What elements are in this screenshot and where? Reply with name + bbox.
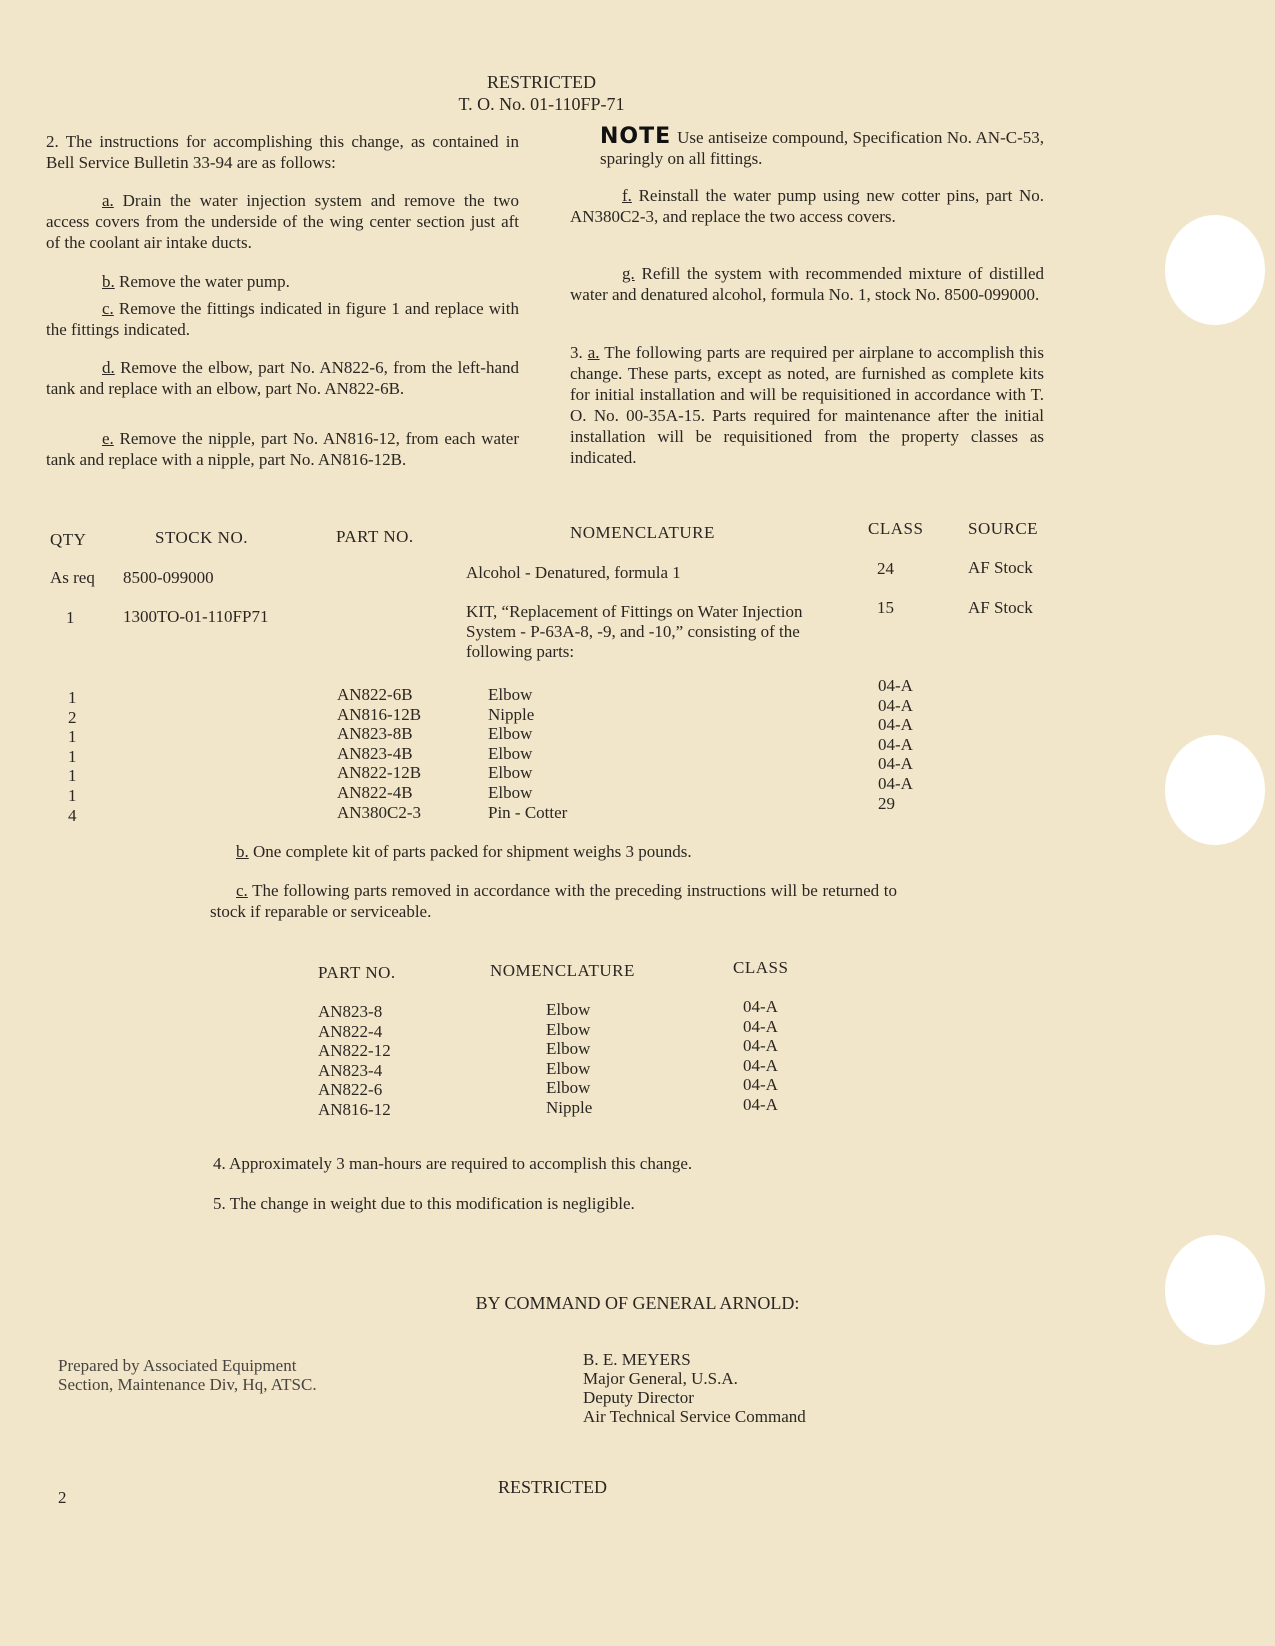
step-text: Remove the fittings indicated in figure 1 and replace with the fittings indicated. [46, 299, 519, 339]
header-nomenclature: NOMENCLATURE [570, 523, 715, 542]
row-source: AF Stock [968, 598, 1033, 617]
kit-row-qty: 2 [68, 707, 77, 727]
signatory-rank: Major General, U.S.A. [583, 1369, 738, 1388]
signatory-organization: Air Technical Service Command [583, 1407, 806, 1426]
kit-row-part: AN816-12B [337, 704, 422, 724]
prepared-line: Prepared by Associated Equipment [58, 1356, 297, 1375]
step-b [46, 271, 519, 292]
header-class: CLASS [868, 519, 924, 538]
step-letter: a. [587, 343, 600, 362]
row-nomenclature: Alcohol - Denatured, formula 1 [466, 563, 681, 582]
removed-row-nomenclature: Elbow [546, 1019, 591, 1039]
kit-row-part: AN822-6B [337, 685, 413, 704]
removed-row-nomenclature: Nipple [546, 1098, 593, 1117]
header-part-no: PART NO. [318, 963, 396, 982]
step-letter: a. [102, 191, 114, 210]
step-letter: g. [622, 264, 635, 283]
header-stock-no: STOCK NO. [155, 528, 248, 547]
step-letter: f. [622, 186, 632, 205]
paragraph-4: 4. Approximately 3 man-hours are required to accomplish this change. [213, 1154, 693, 1173]
step-text: The following parts are required per airplane to accomplish this change. These parts, except as noted, are furnished as complete kits for initial installation and will be requisitioned in accordance with T. O. No. 00-35A-15. Parts required for maintenance after the initial installation will be requisitioned from the property classes as indicated. [570, 343, 1044, 467]
kit-row-qty: 1 [68, 688, 77, 707]
row-qty: 1 [66, 608, 75, 627]
kit-row-class: 04-A [878, 774, 913, 793]
kit-row-class: 04-A [878, 734, 913, 754]
kit-row-nomenclature: Elbow [488, 724, 533, 744]
step-text: Refill the system with recommended mixture of distilled water and denatured alcohol, formula No. 1, stock No. 8500-099000. [570, 264, 1044, 304]
removed-row-nomenclature: Elbow [546, 1000, 591, 1019]
punch-hole [1165, 735, 1265, 845]
kit-row-part: AN823-4B [337, 743, 413, 763]
removed-row-class: 04-A [743, 1016, 778, 1036]
removed-row-nomenclature: Elbow [546, 1078, 591, 1098]
step-g [570, 263, 1044, 305]
paragraph-3a [570, 342, 1044, 468]
row-nomenclature: KIT, “Replacement of Fittings on Water Injection System - P-63A-8, -9, and -10,” consisting of the following parts: [466, 602, 803, 661]
removed-row-part: AN816-12 [318, 1100, 391, 1119]
removed-row-class: 04-A [743, 1036, 778, 1056]
step-letter: c. [102, 299, 114, 318]
kit-row-class: 29 [878, 793, 895, 813]
step-text: Reinstall the water pump using new cotter pins, part No. AN380C2-3, and replace the two access covers. [570, 186, 1044, 226]
kit-row-nomenclature: Elbow [488, 763, 533, 783]
prepared-by [58, 1356, 317, 1394]
removed-row-nomenclature: Elbow [546, 1058, 591, 1078]
step-letter: b. [236, 842, 249, 861]
row-stock-no: 1300TO-01-110FP71 [123, 607, 269, 626]
kit-row-nomenclature: Nipple [488, 704, 535, 724]
removed-row-class: 04-A [743, 1055, 778, 1075]
kit-row-class: 04-A [878, 715, 913, 735]
kit-row-class: 04-A [878, 754, 913, 774]
step-c [46, 298, 519, 340]
step-text: Remove the nipple, part No. AN816-12, from each water tank and replace with a nipple, part No. AN816-12B. [46, 429, 519, 469]
removed-row-class: 04-A [743, 1095, 778, 1114]
kit-row-part: AN380C2-3 [337, 802, 422, 822]
header-classification: RESTRICTED [486, 72, 596, 92]
punch-hole [1165, 215, 1265, 325]
kit-row-qty: 4 [68, 805, 77, 825]
kit-row-qty: 1 [68, 766, 77, 786]
paragraph-2: 2. The instructions for accomplishing this change, as contained in Bell Service Bulletin 33-94 are as follows: [46, 132, 519, 172]
step-letter: e. [102, 429, 114, 448]
removed-row-class: 04-A [743, 1075, 778, 1095]
row-qty: As req [50, 568, 95, 587]
removed-row-part: AN823-4 [318, 1060, 383, 1080]
step-text: Remove the elbow, part No. AN822-6, from the left-hand tank and replace with an elbow, part No. AN822-6B. [46, 358, 519, 398]
header-to-number: T. O. No. 01-110FP-71 [458, 94, 625, 114]
kit-row-qty: 1 [68, 727, 77, 747]
paragraph-5: 5. The change in weight due to this modification is negligible. [213, 1194, 635, 1213]
command-line: BY COMMAND OF GENERAL ARNOLD: [475, 1293, 800, 1313]
kit-row-nomenclature: Elbow [488, 743, 533, 763]
header-nomenclature: NOMENCLATURE [490, 961, 635, 980]
step-letter: c. [236, 881, 248, 900]
note-label: NOTE [600, 124, 672, 149]
kit-row-nomenclature: Elbow [488, 685, 533, 704]
removed-row-part: AN823-8 [318, 1002, 383, 1021]
kit-row-qty: 1 [68, 786, 77, 805]
kit-row-part: AN822-12B [337, 763, 422, 783]
removed-row-part: AN822-6 [318, 1080, 383, 1100]
step-text: Remove the water pump. [114, 272, 290, 291]
page-number: 2 [58, 1488, 67, 1507]
header-class: CLASS [733, 958, 789, 977]
header-source: SOURCE [968, 519, 1039, 538]
row-class: 15 [877, 598, 894, 617]
row-class: 24 [877, 559, 894, 578]
step-letter: b. [102, 272, 115, 291]
paragraph-number: 3. [570, 343, 588, 362]
step-text: Drain the water injection system and remove the two access covers from the underside of the wing center section just aft of the coolant air intake ducts. [46, 191, 519, 252]
step-a [46, 190, 519, 253]
kit-row-nomenclature: Pin - Cotter [488, 802, 568, 822]
removed-row-part: AN822-12 [318, 1041, 391, 1061]
row-source: AF Stock [968, 558, 1033, 577]
step-text: The following parts removed in accordance with the preceding instructions will be returned to stock if reparable or serviceable. [210, 881, 897, 921]
punch-hole [1165, 1235, 1265, 1345]
kit-row-part: AN822-4B [337, 783, 413, 802]
removed-row-nomenclature: Elbow [546, 1039, 591, 1059]
paragraph-3b [236, 842, 692, 862]
step-d [46, 357, 519, 399]
step-f [570, 185, 1044, 227]
note-text: Use antiseize compound, Specification No. AN-C-53, sparingly on all fittings. [600, 128, 1044, 168]
row-stock-no: 8500-099000 [123, 568, 214, 587]
kit-row-class: 04-A [878, 676, 913, 695]
removed-row-class: 04-A [743, 997, 778, 1016]
prepared-line: Section, Maintenance Div, Hq, ATSC. [58, 1375, 317, 1394]
header-qty: QTY [50, 530, 87, 549]
kit-row-nomenclature: Elbow [488, 783, 533, 802]
step-e [46, 428, 519, 470]
step-letter: d. [102, 358, 115, 377]
step-text: One complete kit of parts packed for shipment weighs 3 pounds. [248, 842, 692, 861]
signatory-name: B. E. MEYERS [583, 1350, 691, 1369]
kit-row-qty: 1 [68, 746, 77, 766]
note [600, 126, 1044, 169]
removed-row-part: AN822-4 [318, 1021, 383, 1041]
header-part-no: PART NO. [336, 527, 414, 546]
signature-block [583, 1350, 806, 1426]
kit-row-part: AN823-8B [337, 724, 413, 744]
paragraph-3c [210, 880, 897, 922]
kit-row-class: 04-A [878, 695, 913, 715]
signatory-title: Deputy Director [583, 1388, 694, 1407]
footer-classification: RESTRICTED [498, 1477, 608, 1497]
